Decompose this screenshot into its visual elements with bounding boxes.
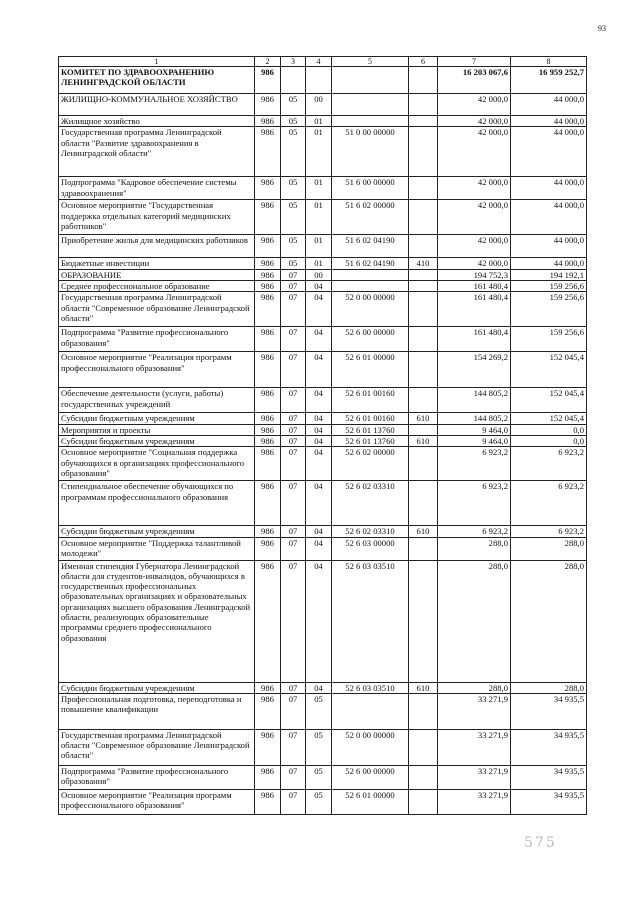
item-name-cell: Государственная программа Ленинградской области "Современное образование Ленинградской области"	[59, 292, 255, 327]
amount-year-1-cell: 33 271,9	[438, 693, 511, 729]
expense-type-code-cell	[409, 537, 438, 560]
amount-year-2-cell: 44 000,0	[511, 94, 587, 116]
amount-year-2-cell: 6 923,2	[511, 481, 587, 526]
section-code-cell: 07	[281, 424, 306, 435]
ministry-code-cell: 986	[255, 258, 281, 269]
amount-year-2-cell: 44 000,0	[511, 127, 587, 177]
expense-type-code-cell: 610	[409, 435, 438, 446]
amount-year-1-cell: 6 923,2	[438, 447, 511, 481]
subsection-code-cell: 00	[306, 269, 332, 280]
section-code-cell: 07	[281, 481, 306, 526]
subsection-code-cell: 04	[306, 292, 332, 327]
amount-year-1-cell: 6 923,2	[438, 526, 511, 537]
ministry-code-cell: 986	[255, 729, 281, 765]
section-code-cell: 07	[281, 526, 306, 537]
table-row	[59, 352, 587, 388]
subsection-code-cell: 04	[306, 682, 332, 693]
amount-year-1-cell: 42 000,0	[438, 235, 511, 258]
amount-year-2-cell: 34 935,5	[511, 729, 587, 765]
amount-year-2-cell: 16 959 252,7	[511, 67, 587, 94]
amount-year-2-cell: 34 935,5	[511, 765, 587, 789]
section-code-cell: 07	[281, 352, 306, 388]
section-code-cell: 07	[281, 682, 306, 693]
item-name-cell: КОМИТЕТ ПО ЗДРАВООХРАНЕНИЮ ЛЕНИНГРАДСКОЙ ОБЛАСТИ	[59, 67, 255, 94]
ministry-code-cell: 986	[255, 327, 281, 352]
expense-type-code-cell	[409, 729, 438, 765]
section-code-cell: 05	[281, 116, 306, 127]
subsection-code-cell: 04	[306, 560, 332, 682]
item-name-cell: Среднее профессиональное образование	[59, 280, 255, 291]
expense-type-code-cell	[409, 327, 438, 352]
amount-year-1-cell: 288,0	[438, 560, 511, 682]
section-code-cell: 07	[281, 537, 306, 560]
expense-type-code-cell: 610	[409, 526, 438, 537]
target-article-code-cell: 51 6 02 04190	[332, 235, 409, 258]
amount-year-2-cell: 159 256,6	[511, 292, 587, 327]
expense-type-code-cell	[409, 765, 438, 789]
item-name-cell: Основное мероприятие "Реализация программ профессионального образования"	[59, 789, 255, 814]
table-row	[59, 682, 587, 693]
expense-type-code-cell	[409, 352, 438, 388]
target-article-code-cell: 52 6 02 03310	[332, 526, 409, 537]
amount-year-1-cell: 33 271,9	[438, 789, 511, 814]
amount-year-1-cell: 42 000,0	[438, 94, 511, 116]
ministry-code-cell: 986	[255, 447, 281, 481]
item-name-cell: Основное мероприятие "Государственная поддержка отдельных категорий медицинских работников"	[59, 200, 255, 235]
header-cell: 8	[511, 57, 587, 67]
expense-type-code-cell	[409, 388, 438, 413]
subsection-code-cell: 01	[306, 177, 332, 200]
target-article-code-cell: 52 6 01 13760	[332, 435, 409, 446]
amount-year-2-cell: 194 192,1	[511, 269, 587, 280]
target-article-code-cell: 51 6 02 00000	[332, 200, 409, 235]
item-name-cell: Субсидии бюджетным учреждениям	[59, 682, 255, 693]
amount-year-1-cell: 42 000,0	[438, 258, 511, 269]
item-name-cell: Профессиональная подготовка, переподготовка и повышение квалификации	[59, 693, 255, 729]
amount-year-1-cell: 42 000,0	[438, 200, 511, 235]
ministry-code-cell: 986	[255, 526, 281, 537]
amount-year-1-cell: 42 000,0	[438, 177, 511, 200]
ministry-code-cell: 986	[255, 435, 281, 446]
table-row	[59, 292, 587, 327]
item-name-cell: ОБРАЗОВАНИЕ	[59, 269, 255, 280]
amount-year-2-cell: 152 045,4	[511, 352, 587, 388]
item-name-cell: Подпрограмма "Развитие профессионального образования"	[59, 765, 255, 789]
amount-year-1-cell: 161 480,4	[438, 280, 511, 291]
target-article-code-cell: 52 6 02 03310	[332, 481, 409, 526]
amount-year-2-cell: 44 000,0	[511, 200, 587, 235]
table-row	[59, 765, 587, 789]
amount-year-2-cell: 288,0	[511, 682, 587, 693]
subsection-code-cell: 01	[306, 258, 332, 269]
item-name-cell: Субсидии бюджетным учреждениям	[59, 435, 255, 446]
section-code-cell: 05	[281, 200, 306, 235]
header-cell: 2	[255, 57, 281, 67]
table-row	[59, 388, 587, 413]
target-article-code-cell: 52 6 01 00160	[332, 388, 409, 413]
item-name-cell: Подпрограмма "Кадровое обеспечение системы здравоохранения"	[59, 177, 255, 200]
ministry-code-cell: 986	[255, 292, 281, 327]
ministry-code-cell: 986	[255, 693, 281, 729]
table-row	[59, 94, 587, 116]
section-code-cell: 05	[281, 94, 306, 116]
item-name-cell: Государственная программа Ленинградской области "Современное образование Ленинградской области"	[59, 729, 255, 765]
item-name-cell: Именная стипендия Губернатора Ленинградской области для студентов-инвалидов, обучающихся в государственных профессиональных образовательных организациях и образовательных организациях высшего образования Ленинградской области, реализующих образовательные программы среднего профессионального образования	[59, 560, 255, 682]
table-body	[59, 67, 587, 815]
item-name-cell: Основное мероприятие "Социальная поддержка обучающихся в организациях профессионального образования"	[59, 447, 255, 481]
subsection-code-cell: 04	[306, 481, 332, 526]
target-article-code-cell: 52 6 03 03510	[332, 682, 409, 693]
target-article-code-cell: 51 0 00 00000	[332, 127, 409, 177]
amount-year-2-cell: 44 000,0	[511, 258, 587, 269]
table-row	[59, 447, 587, 481]
section-code-cell: 07	[281, 560, 306, 682]
subsection-code-cell: 04	[306, 424, 332, 435]
amount-year-2-cell: 0,0	[511, 424, 587, 435]
item-name-cell: Мероприятия и проекты	[59, 424, 255, 435]
section-code-cell: 07	[281, 447, 306, 481]
ministry-code-cell: 986	[255, 424, 281, 435]
target-article-code-cell: 52 6 00 00000	[332, 765, 409, 789]
header-cell: 3	[281, 57, 306, 67]
expense-type-code-cell: 410	[409, 258, 438, 269]
target-article-code-cell: 52 6 02 00000	[332, 447, 409, 481]
table-row	[59, 789, 587, 814]
target-article-code-cell: 51 6 02 04190	[332, 258, 409, 269]
subsection-code-cell: 04	[306, 280, 332, 291]
subsection-code-cell: 04	[306, 447, 332, 481]
item-name-cell: Субсидии бюджетным учреждениям	[59, 413, 255, 424]
amount-year-2-cell: 152 045,4	[511, 388, 587, 413]
amount-year-1-cell: 9 464,0	[438, 424, 511, 435]
ministry-code-cell: 986	[255, 560, 281, 682]
section-code-cell: 05	[281, 177, 306, 200]
amount-year-2-cell: 34 935,5	[511, 693, 587, 729]
amount-year-2-cell: 34 935,5	[511, 789, 587, 814]
subsection-code-cell: 04	[306, 537, 332, 560]
section-code-cell: 07	[281, 729, 306, 765]
table-row	[59, 413, 587, 424]
expense-type-code-cell	[409, 116, 438, 127]
item-name-cell: Стипендиальное обеспечение обучающихся по программам профессионального образования	[59, 481, 255, 526]
table-row	[59, 235, 587, 258]
header-row	[59, 57, 587, 67]
table-row	[59, 280, 587, 291]
section-code-cell: 07	[281, 765, 306, 789]
expense-type-code-cell	[409, 269, 438, 280]
amount-year-1-cell: 161 480,4	[438, 292, 511, 327]
expense-type-code-cell	[409, 280, 438, 291]
table-row	[59, 327, 587, 352]
amount-year-2-cell: 159 256,6	[511, 327, 587, 352]
amount-year-1-cell: 161 480,4	[438, 327, 511, 352]
table-row	[59, 481, 587, 526]
amount-year-2-cell: 159 256,6	[511, 280, 587, 291]
item-name-cell: Субсидии бюджетным учреждениям	[59, 526, 255, 537]
section-code-cell: 07	[281, 292, 306, 327]
table-row	[59, 67, 587, 94]
target-article-code-cell: 52 6 03 03510	[332, 560, 409, 682]
expense-type-code-cell	[409, 447, 438, 481]
item-name-cell: Основное мероприятие "Реализация программ профессионального образования"	[59, 352, 255, 388]
table-row	[59, 693, 587, 729]
target-article-code-cell: 52 0 00 00000	[332, 729, 409, 765]
item-name-cell: Подпрограмма "Развитие профессионального образования"	[59, 327, 255, 352]
section-code-cell: 07	[281, 413, 306, 424]
subsection-code-cell: 05	[306, 765, 332, 789]
header-cell: 4	[306, 57, 332, 67]
amount-year-2-cell: 288,0	[511, 537, 587, 560]
ministry-code-cell: 986	[255, 413, 281, 424]
subsection-code-cell: 04	[306, 526, 332, 537]
amount-year-1-cell: 33 271,9	[438, 729, 511, 765]
table-row	[59, 537, 587, 560]
subsection-code-cell: 04	[306, 413, 332, 424]
target-article-code-cell: 52 6 01 00000	[332, 789, 409, 814]
table-row	[59, 258, 587, 269]
expense-type-code-cell	[409, 67, 438, 94]
ministry-code-cell: 986	[255, 537, 281, 560]
subsection-code-cell: 01	[306, 235, 332, 258]
target-article-code-cell: 52 0 00 00000	[332, 292, 409, 327]
subsection-code-cell: 01	[306, 127, 332, 177]
target-article-code-cell: 52 6 01 13760	[332, 424, 409, 435]
item-name-cell: Основное мероприятие "Поддержка талантливой молодежи"	[59, 537, 255, 560]
amount-year-1-cell: 144 805,2	[438, 413, 511, 424]
amount-year-1-cell: 33 271,9	[438, 765, 511, 789]
item-name-cell: Жилищное хозяйство	[59, 116, 255, 127]
ministry-code-cell: 986	[255, 116, 281, 127]
target-article-code-cell	[332, 269, 409, 280]
header-cell: 6	[409, 57, 438, 67]
table-row	[59, 127, 587, 177]
subsection-code-cell: 00	[306, 94, 332, 116]
ministry-code-cell: 986	[255, 352, 281, 388]
amount-year-1-cell: 42 000,0	[438, 127, 511, 177]
expense-type-code-cell: 610	[409, 413, 438, 424]
amount-year-1-cell: 288,0	[438, 537, 511, 560]
target-article-code-cell	[332, 280, 409, 291]
target-article-code-cell: 52 6 01 00000	[332, 352, 409, 388]
amount-year-2-cell: 152 045,4	[511, 413, 587, 424]
amount-year-1-cell: 42 000,0	[438, 116, 511, 127]
expense-type-code-cell	[409, 127, 438, 177]
budget-table	[58, 56, 587, 815]
subsection-code-cell: 01	[306, 116, 332, 127]
ministry-code-cell: 986	[255, 200, 281, 235]
expense-type-code-cell	[409, 481, 438, 526]
amount-year-1-cell: 288,0	[438, 682, 511, 693]
expense-type-code-cell	[409, 292, 438, 327]
item-name-cell: Бюджетные инвестиции	[59, 258, 255, 269]
subsection-code-cell: 05	[306, 789, 332, 814]
table-row	[59, 435, 587, 446]
section-code-cell: 05	[281, 127, 306, 177]
amount-year-1-cell: 6 923,2	[438, 481, 511, 526]
section-code-cell	[281, 67, 306, 94]
expense-type-code-cell	[409, 789, 438, 814]
target-article-code-cell: 52 6 03 00000	[332, 537, 409, 560]
amount-year-2-cell: 288,0	[511, 560, 587, 682]
amount-year-2-cell: 0,0	[511, 435, 587, 446]
amount-year-1-cell: 154 269,2	[438, 352, 511, 388]
expense-type-code-cell	[409, 235, 438, 258]
expense-type-code-cell	[409, 94, 438, 116]
amount-year-2-cell: 44 000,0	[511, 177, 587, 200]
target-article-code-cell	[332, 116, 409, 127]
subsection-code-cell	[306, 67, 332, 94]
section-code-cell: 07	[281, 327, 306, 352]
section-code-cell: 07	[281, 789, 306, 814]
table-row	[59, 560, 587, 682]
amount-year-1-cell: 9 464,0	[438, 435, 511, 446]
ministry-code-cell: 986	[255, 765, 281, 789]
page-number: 93	[598, 24, 606, 33]
section-code-cell: 07	[281, 388, 306, 413]
subsection-code-cell: 01	[306, 200, 332, 235]
subsection-code-cell: 04	[306, 435, 332, 446]
page-stamp: 575	[524, 835, 557, 851]
amount-year-1-cell: 144 805,2	[438, 388, 511, 413]
target-article-code-cell: 52 6 01 00160	[332, 413, 409, 424]
table-row	[59, 729, 587, 765]
amount-year-2-cell: 44 000,0	[511, 116, 587, 127]
target-article-code-cell: 52 6 00 00000	[332, 327, 409, 352]
ministry-code-cell: 986	[255, 235, 281, 258]
amount-year-1-cell: 16 203 067,6	[438, 67, 511, 94]
target-article-code-cell	[332, 94, 409, 116]
ministry-code-cell: 986	[255, 682, 281, 693]
table-row	[59, 200, 587, 235]
table-row	[59, 424, 587, 435]
subsection-code-cell: 04	[306, 352, 332, 388]
subsection-code-cell: 05	[306, 729, 332, 765]
item-name-cell: Государственная программа Ленинградской области "Развитие здравоохранения в Ленинградской области"	[59, 127, 255, 177]
section-code-cell: 07	[281, 435, 306, 446]
section-code-cell: 07	[281, 693, 306, 729]
header-cell: 5	[332, 57, 409, 67]
header-cell: 1	[59, 57, 255, 67]
amount-year-1-cell: 194 752,3	[438, 269, 511, 280]
section-code-cell: 05	[281, 258, 306, 269]
section-code-cell: 05	[281, 235, 306, 258]
table-row	[59, 526, 587, 537]
ministry-code-cell: 986	[255, 388, 281, 413]
subsection-code-cell: 05	[306, 693, 332, 729]
section-code-cell: 07	[281, 269, 306, 280]
ministry-code-cell: 986	[255, 177, 281, 200]
amount-year-2-cell: 44 000,0	[511, 235, 587, 258]
ministry-code-cell: 986	[255, 94, 281, 116]
subsection-code-cell: 04	[306, 327, 332, 352]
amount-year-2-cell: 6 923,2	[511, 447, 587, 481]
ministry-code-cell: 986	[255, 789, 281, 814]
ministry-code-cell: 986	[255, 127, 281, 177]
expense-type-code-cell	[409, 177, 438, 200]
ministry-code-cell: 986	[255, 280, 281, 291]
expense-type-code-cell	[409, 200, 438, 235]
ministry-code-cell: 986	[255, 269, 281, 280]
expense-type-code-cell	[409, 693, 438, 729]
section-code-cell: 07	[281, 280, 306, 291]
header-cell: 7	[438, 57, 511, 67]
target-article-code-cell: 51 6 00 00000	[332, 177, 409, 200]
expense-type-code-cell: 610	[409, 682, 438, 693]
item-name-cell: Обеспечение деятельности (услуги, работы) государственных учреждений	[59, 388, 255, 413]
ministry-code-cell: 986	[255, 67, 281, 94]
table-row	[59, 269, 587, 280]
expense-type-code-cell	[409, 560, 438, 682]
target-article-code-cell	[332, 693, 409, 729]
table-row	[59, 116, 587, 127]
subsection-code-cell: 04	[306, 388, 332, 413]
expense-type-code-cell	[409, 424, 438, 435]
ministry-code-cell: 986	[255, 481, 281, 526]
table-row	[59, 177, 587, 200]
item-name-cell: ЖИЛИЩНО-КОММУНАЛЬНОЕ ХОЗЯЙСТВО	[59, 94, 255, 116]
amount-year-2-cell: 6 923,2	[511, 526, 587, 537]
target-article-code-cell	[332, 67, 409, 94]
item-name-cell: Приобретение жилья для медицинских работников	[59, 235, 255, 258]
